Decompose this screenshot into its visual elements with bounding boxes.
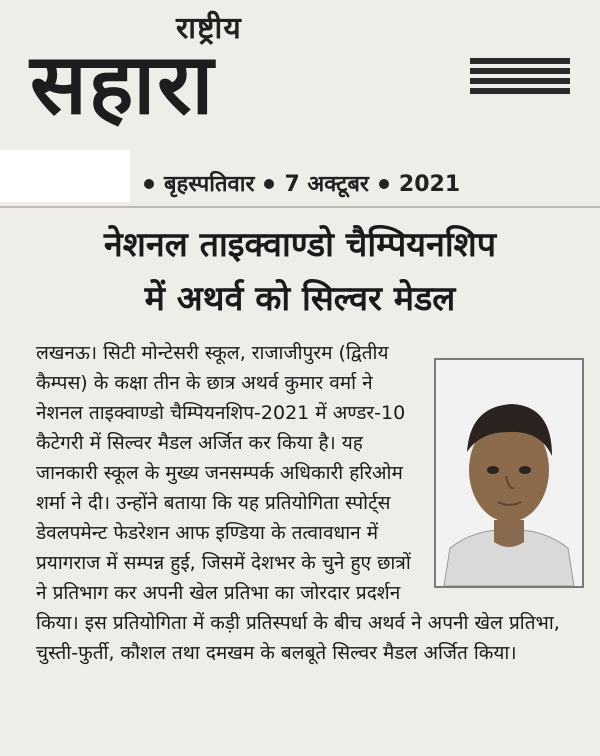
bullet-icon <box>144 179 154 189</box>
masthead <box>0 0 600 150</box>
portrait-image <box>436 360 582 586</box>
headline <box>0 218 600 326</box>
blank-patch <box>0 150 130 202</box>
headline-line-2: में अथर्व को सिल्वर मेडल <box>144 279 456 319</box>
day-of-week: बृहस्पतिवार <box>164 172 255 197</box>
date: 7 अक्टूबर <box>284 172 369 197</box>
bullet-icon <box>264 179 274 189</box>
masthead-top-word: राष्ट्रीय <box>176 11 242 46</box>
divider <box>0 206 600 208</box>
student-photo <box>434 358 584 588</box>
article-text: लखनऊ। सिटी मोन्टेसरी स्कूल, राजाजीपुरम (द्वितीय कैम्पस) के कक्षा तीन के छात्र अथर्व कुमार वर्मा ने नेशनल ताइक्वाण्डो चैम्पियनशिप-2021 में अण्डर-10 कैटेगरी में सिल्वर मैडल अर्जित कर किया है। यह जानकारी स्कूल के मुख्य जनसम्पर्क अधिकारी हरिओम शर्मा ने दी। उन्होंने बताया कि यह प्रतियोगिता स्पोर्ट्स डेवलपमेन्ट फेडरेशन आफ इण्डिया के तत्वावधान में प्रयागराज में सम्पन्न हुई, जिसमें देशभर के चुने हुए छात्रों ने प्रतिभाग कर अपनी खेल प्रतिभा का जोरदार प्रदर्शन किया। इस प्रतियोगिता में कड़ी प्रतिस्पर्धा के बीच अथर्व ने अपनी खेल प्रतिभा, चुस्ती-फुर्ती, कौशल तथा दमखम के बलबूते सिल्वर मैडल अर्जित किया। <box>36 342 560 664</box>
masthead-stripes <box>470 58 570 94</box>
bullet-icon <box>379 179 389 189</box>
article-body <box>36 338 584 668</box>
year: 2021 <box>398 172 461 197</box>
dateline <box>134 168 460 198</box>
masthead-name: सहारा <box>30 35 216 133</box>
headline-line-1: नेशनल ताइक्वाण्डो चैम्पियनशिप <box>103 225 497 265</box>
